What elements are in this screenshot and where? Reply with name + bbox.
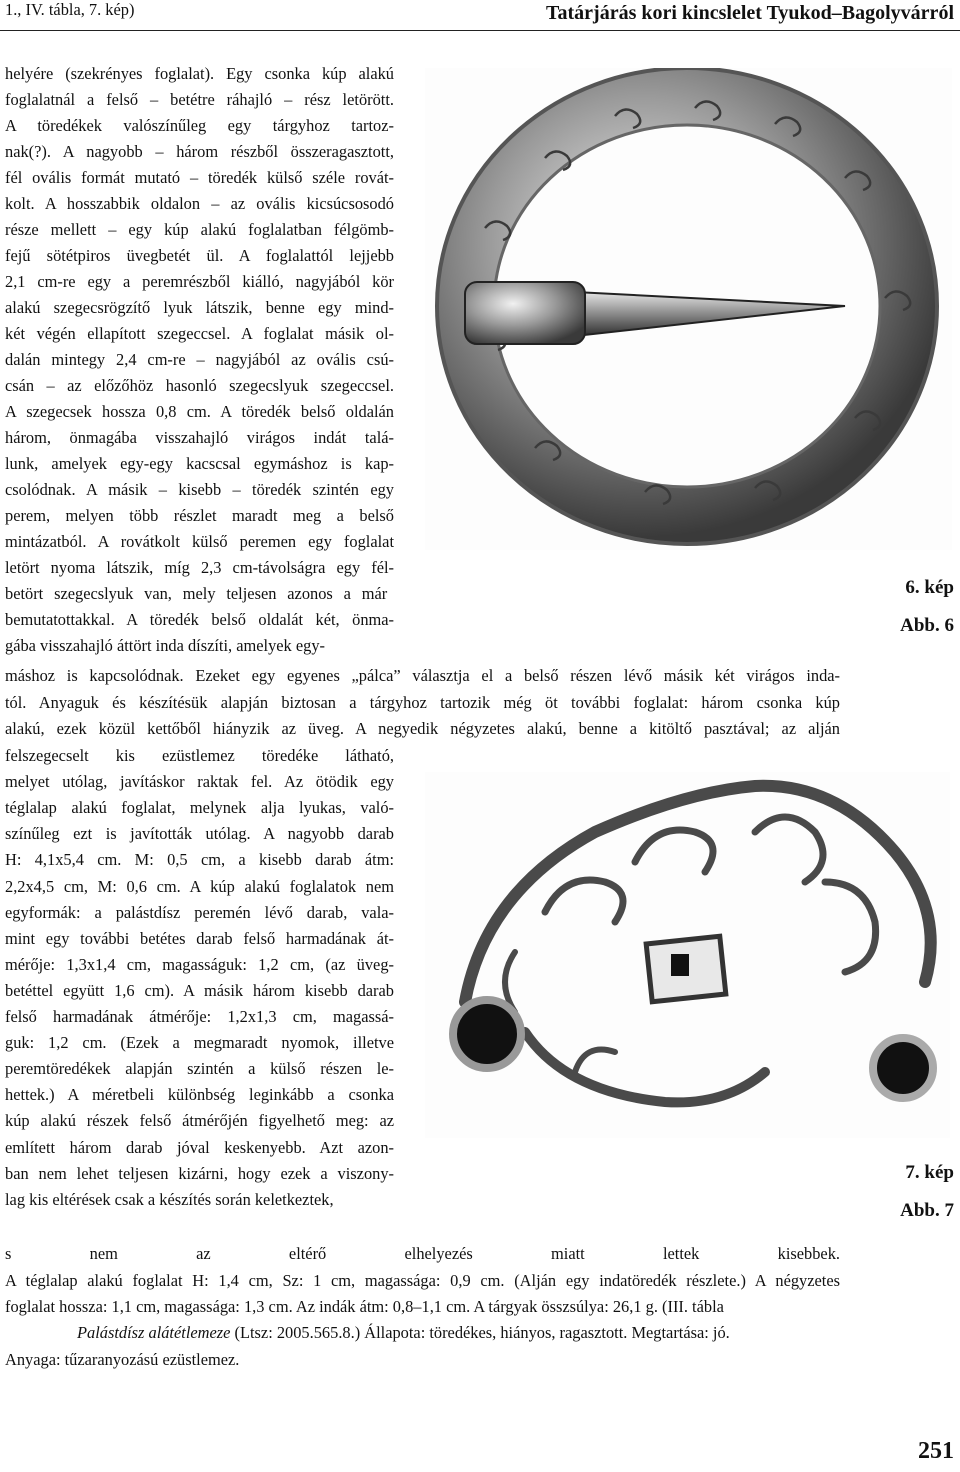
text-line <box>5 746 394 766</box>
text-line <box>5 246 394 266</box>
text-line-content: A szegecsek hossza 0,8 cm. A töredék belső oldalán <box>5 402 394 421</box>
text-line <box>5 1164 394 1184</box>
figure-7-caption <box>900 1161 954 1223</box>
figure-7-sublabel: Abb. 7 <box>900 1200 954 1221</box>
text-line-content: melyet utólag, javításkor raktak fel. Az ötödik egy <box>5 772 394 792</box>
figure-6-photo <box>425 68 952 550</box>
text-line <box>5 1271 840 1291</box>
text-line <box>5 428 394 448</box>
text-line <box>5 955 394 975</box>
text-line-content: két végén ellapított szegeccsel. A foglalat másik ol- <box>5 324 394 343</box>
text-line-content: tól. Anyaguk és készítésük alapján biztosan a tárgyhoz tartozik még öt további foglalat: három csonka kúp <box>5 692 840 712</box>
text-line <box>5 532 394 552</box>
text-line <box>5 903 394 923</box>
running-header: Tatárjárás kori kincslelet Tyukod–Bagolyvárról <box>546 2 954 24</box>
text-line-content: lunk, amelyek egy-egy kacscsal egymáshoz is kap- <box>5 454 394 473</box>
text-line <box>5 454 394 474</box>
text-line <box>5 402 394 422</box>
text-line <box>5 116 394 136</box>
text-line-content: máshoz is kapcsolódnak. Ezeket egy egyenes „pálca” választja el a belső részen lévő másik két virágos inda- <box>5 666 840 685</box>
text-line-content: peremtöredékek alapján szintén a külső részen le- <box>5 1059 394 1079</box>
text-line-content: felszegecselt kis ezüstlemez töredéke látható, <box>5 746 394 765</box>
text-line-content: egyformák: a palástdísz peremén lévő darab, vala- <box>5 902 394 922</box>
text-line <box>5 324 394 344</box>
text-line <box>5 298 394 318</box>
text-line <box>5 90 394 110</box>
text-line <box>5 1297 724 1317</box>
text-line-content: mintázatból. A rovátkolt külső peremen egy foglalat <box>5 532 394 551</box>
text-line-content: 1., IV. tábla, 7. kép) <box>5 0 135 19</box>
text-line-content: guk: 1,2 cm. (Ezek a megmaradt nyomok, illetve <box>5 1033 394 1053</box>
text-line <box>5 1059 394 1079</box>
text-line <box>5 376 394 396</box>
text-line <box>5 1138 394 1158</box>
text-line-content: ban nem lehet teljesen kizárni, hogy ezek a viszony- <box>5 1163 394 1183</box>
figure-6-label: 6. kép <box>905 577 954 598</box>
text-line-content: említett három darab jóval keskenyebb. Azt azon- <box>5 1137 394 1157</box>
text-line-content: három, önmagába visszahajló virágos indát talá- <box>5 428 394 447</box>
text-line <box>5 666 840 686</box>
text-line <box>5 636 325 656</box>
text-line <box>5 1033 394 1053</box>
text-line-content: letört nyoma látszik, míg 2,3 cm-távolságra egy fél- <box>5 558 394 577</box>
text-line <box>5 981 394 1001</box>
text-line <box>5 350 394 370</box>
text-line <box>5 1085 394 1105</box>
text-line-content: perem, melyen több részlet maradt meg a belső <box>5 506 394 525</box>
text-line-content: alakú, ezek közül kettőből hiányzik az üveg. A negyedik négyzetes alakú, benne a kitöltő pasztával; az alján <box>5 719 840 738</box>
text-line <box>5 850 394 870</box>
text-line-content: gába visszahajló áttört inda díszíti, amelyek egy- <box>5 636 325 655</box>
page-number: 251 <box>918 1438 954 1464</box>
text-line-content: mérője: 1,3x1,4 cm, magasságuk: 1,2 cm, (az üveg- <box>5 954 394 974</box>
text-line <box>5 610 394 630</box>
text-line-content: csán – az előzőhöz hasonló szegecslyuk szegeccsel. <box>5 376 394 395</box>
text-line-content: fejű sötétpiros üvegbetét ül. A foglalattól lejjebb <box>5 246 394 265</box>
text-line-content: A töredékek valószínűleg egy tárgyhoz tartoz- <box>5 116 394 135</box>
catalog-entry <box>77 1323 730 1343</box>
text-line-content: foglalat hossza: 1,1 cm, magassága: 1,3 cm. Az indák átm: 0,8–1,1 cm. A tárgyak összsúlya: 26,1 g. (III. tábla <box>5 1297 724 1316</box>
catalog-title: Palástdísz alátétlemeze <box>77 1323 231 1342</box>
text-line <box>5 798 394 818</box>
text-line <box>5 929 394 949</box>
text-line-content: dalán mintegy 2,4 cm-re – nagyjából az ovális csú- <box>5 350 394 369</box>
text-line <box>5 194 394 214</box>
text-line-content: H: 4,1x5,4 cm. M: 0,5 cm, a kisebb darab átm: <box>5 850 394 870</box>
text-line <box>5 719 840 739</box>
text-line <box>5 64 394 84</box>
text-line-content: kolt. A hosszabbik oldalon – az ovális kicsúcsosodó <box>5 194 394 213</box>
text-line <box>5 824 394 844</box>
text-line <box>5 220 394 240</box>
catalog-material: Anyaga: tűzaranyozású ezüstlemez. <box>5 1350 240 1369</box>
text-line <box>5 1190 334 1210</box>
text-line <box>5 693 840 713</box>
text-line-content: lag kis eltérések csak a készítés során keletkeztek, <box>5 1189 334 1209</box>
header-rule <box>0 30 960 31</box>
text-line-content: nak(?). A nagyobb – három részből összeragasztott, <box>5 142 394 161</box>
text-line-content: mint egy további betétes darab felső harmadának át- <box>5 928 394 948</box>
text-line-content: hettek.) A méretbeli különbség leginkább a csonka <box>5 1085 394 1105</box>
text-line-content: fél ovális formát mutató – töredék külső széle rovát- <box>5 168 394 187</box>
text-line-content: betéttel együtt 1,6 cm). A másik három kisebb darab <box>5 980 394 1000</box>
text-line-content: 2,1 cm-re egy a peremrészből kiálló, nagyjából kör <box>5 272 394 291</box>
text-line <box>5 0 134 20</box>
text-line-content: betört szegecslyuk van, mely teljesen azonos a már <box>5 584 388 603</box>
figure-7-photo <box>425 772 950 1138</box>
text-line <box>5 142 394 162</box>
text-line-content: csolódnak. A másik – kisebb – töredék szintén egy <box>5 480 394 499</box>
text-line-content: felső harmadának átmérője: 1,2x1,3 cm, magassá- <box>5 1007 394 1026</box>
figure-6-caption <box>900 576 954 638</box>
figure-7-label: 7. kép <box>905 1162 954 1183</box>
text-line-content: s nem az eltérő elhelyezés miatt lettek kisebbek. <box>5 1244 840 1263</box>
text-line-content: foglalatnál a felső – betétre ráhajló – rész letörött. <box>5 90 394 109</box>
text-line <box>5 772 394 792</box>
text-line <box>5 584 387 604</box>
text-line <box>5 272 394 292</box>
text-line <box>5 168 394 188</box>
catalog-details: (Ltsz: 2005.565.8.) Állapota: töredékes, hiányos, ragasztott. Megtartása: jó. <box>230 1323 730 1342</box>
text-line-content: alakú szegecsrögzítő lyuk látszik, benne egy mind- <box>5 298 394 317</box>
text-line <box>5 1244 840 1264</box>
text-line <box>5 506 394 526</box>
text-line <box>5 877 394 897</box>
text-line-content: helyére (szekrényes foglalat). Egy csonka kúp alakú <box>5 64 394 83</box>
text-line-content: téglalap alakú foglalat, melynek alja lyukas, való- <box>5 798 394 818</box>
text-line-content: része mellett – egy kúp alakú foglalatban félgömb- <box>5 220 394 239</box>
text-line-content: kúp alakú részek felső átmérőjén figyelhető meg: az <box>5 1111 394 1131</box>
text-line <box>5 480 394 500</box>
text-line <box>5 1007 394 1027</box>
figure-6-sublabel: Abb. 6 <box>900 615 954 636</box>
text-line-content: bemutatottakkal. A töredék belső oldalát két, önma- <box>5 610 394 629</box>
text-line-content: 2,2x4,5 cm, M: 0,6 cm. A kúp alakú foglalatok nem <box>5 876 394 896</box>
text-line <box>5 1111 394 1131</box>
text-line <box>5 558 394 578</box>
text-line-content: A téglalap alakú foglalat H: 1,4 cm, Sz: 1 cm, magassága: 0,9 cm. (Alján egy indatöredék részlete.) A négyzetes <box>5 1270 840 1290</box>
text-line-content: színűleg ezt is javították utólag. A nagyobb darab <box>5 824 394 844</box>
